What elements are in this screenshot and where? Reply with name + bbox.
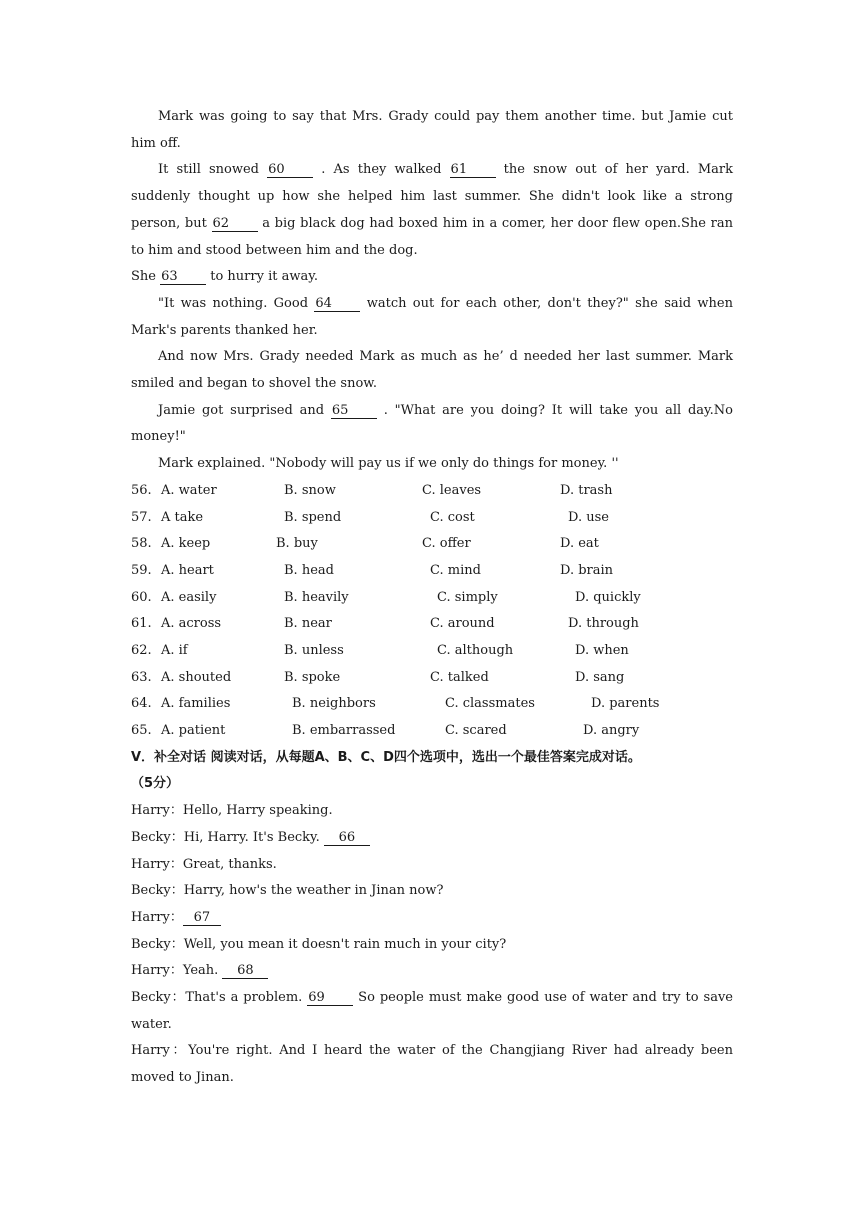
dialog <box>131 798 733 1092</box>
blank-66: 66 <box>324 830 370 846</box>
dialog-line-8: Becky：That's a problem. 69 So people must make good use of water and try to save water. <box>131 990 734 1032</box>
dialog-line-5: Harry： 67 <box>131 905 733 932</box>
option-row-64: 64. A. families B. neighbors C. classmates D. parents <box>131 696 660 712</box>
options-list <box>131 478 733 745</box>
passage-paragraph-6: Jamie got surprised and 65 . "What are you doing? It will take you all day.No money!" <box>131 402 733 445</box>
passage-paragraph-1: Mark was going to say that Mrs. Grady could pay them another time. but Jamie cut him off. <box>131 109 733 151</box>
option-row-63: 63. A. shouted B. spoke C. talked D. sang <box>131 669 625 685</box>
section-5-title: V．补全对话 阅读对话，从每题A、B、C、D四个选项中，选出一个最佳答案完成对话。 <box>131 749 641 765</box>
blank-67: 67 <box>183 910 221 926</box>
option-row-59: 59. A. heart B. head C. mind D. brain <box>131 562 614 578</box>
dialog-line-1: Harry：Hello, Harry speaking. <box>131 803 333 819</box>
dialog-line-2: Becky：Hi, Harry. It's Becky. 66 <box>131 825 733 852</box>
blank-69: 69 <box>307 990 353 1006</box>
blank-63: 63 <box>160 269 206 285</box>
blank-65: 65 <box>331 403 377 419</box>
dialog-line-3: Harry：Great, thanks. <box>131 856 277 872</box>
blank-64: 64 <box>314 296 360 312</box>
dialog-line-7: Harry：Yeah. 68 <box>131 958 733 985</box>
passage-paragraph-5: And now Mrs. Grady needed Mark as much as he’ d needed her last summer. Mark smiled and began to shovel the snow. <box>131 349 733 392</box>
option-row-62: 62. A. if B. unless C. although D. when <box>131 642 629 658</box>
blank-62: 62 <box>212 216 258 232</box>
dialog-line-4: Becky：Harry, how's the weather in Jinan now? <box>131 883 444 899</box>
option-row-56: 56. A. water B. snow C. leaves D. trash <box>131 482 613 498</box>
dialog-line-9: Harry：You're right. And I heard the water of the Changjiang River had already been moved to Jinan. <box>131 1043 733 1086</box>
option-row-57: 57. A take B. spend C. cost D. use <box>131 509 609 525</box>
blank-60: 60 <box>267 162 313 178</box>
passage-paragraph-3: She 63 to hurry it away. <box>131 269 318 285</box>
passage-paragraph-4: "It was nothing. Good 64 watch out for each other, don't they?" she said when Mark's parents thanked her. <box>131 295 733 338</box>
option-row-60: 60. A. easily B. heavily C. simply D. quickly <box>131 589 641 605</box>
document-page <box>131 104 733 1092</box>
blank-61: 61 <box>450 162 496 178</box>
passage-paragraph-7: Mark explained. "Nobody will pay us if we only do things for money. '' <box>158 456 619 472</box>
dialog-line-6: Becky：Well, you mean it doesn't rain much in your city? <box>131 936 507 952</box>
option-row-61: 61. A. across B. near C. around D. through <box>131 616 639 632</box>
option-row-65: 65. A. patient B. embarrassed C. scared D. angry <box>131 723 640 739</box>
option-row-58: 58. A. keep B. buy C. offer D. eat <box>131 536 599 552</box>
passage-paragraph-2: It still snowed 60 . As they walked 61 the snow out of her yard. Mark suddenly thought up how she helped him last summer. She didn't look like a strong person, but 62 a big black dog had boxed him in a comer, her door flew open.She ran to him and stood between him and the dog. <box>131 162 733 258</box>
section-5-points: （5分） <box>131 776 180 792</box>
blank-68: 68 <box>222 963 268 979</box>
